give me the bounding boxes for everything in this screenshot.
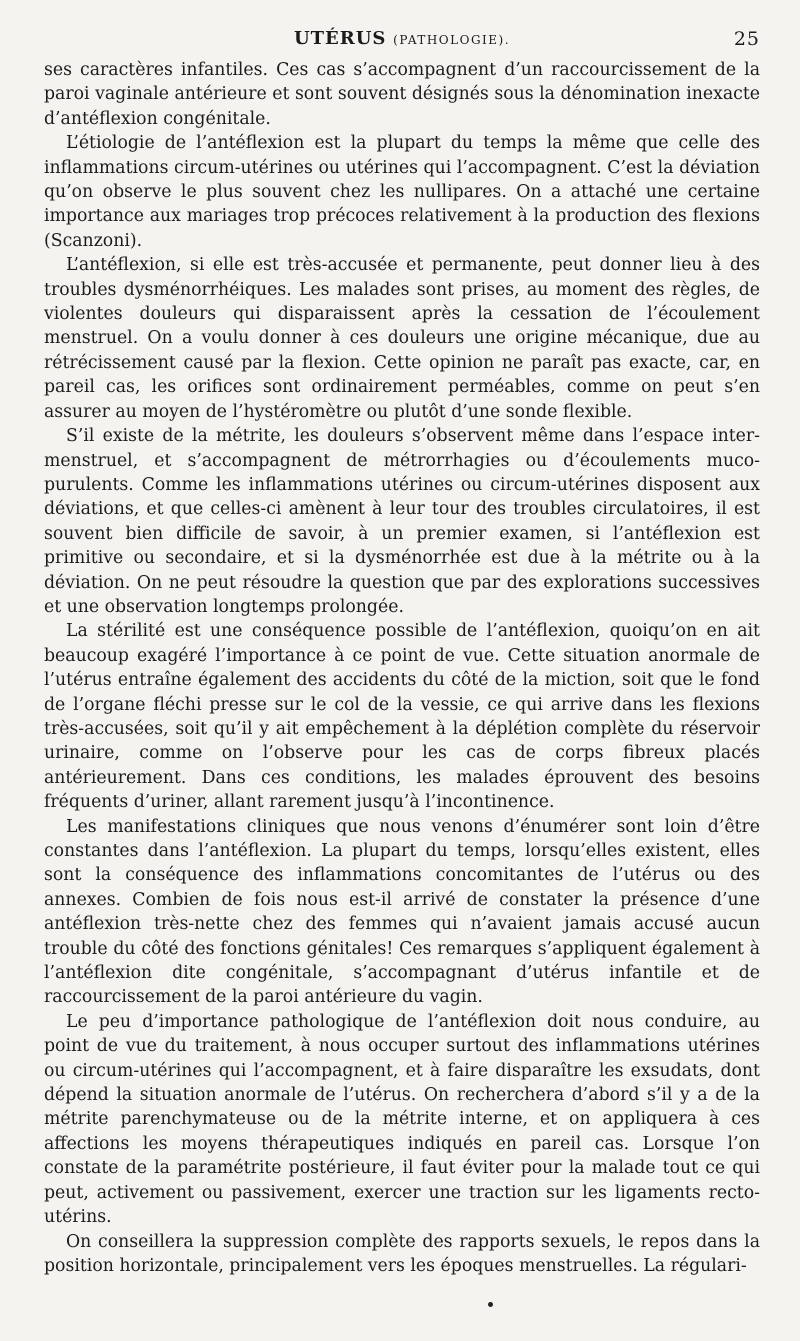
paragraph-clinical: Les manifestations cliniques que nous venons d’énumérer sont loin d’être constantes dans l’antéflexion. La plupart du temps, lorsqu’elles existent, elles sont la conséquence des inflammations concomitantes de l’utérus ou des annexes. Combien de fois nous est-il arrivé de constater la présence d’une antéflexion très-nette chez des femmes qui n’avaient jamais accusé aucun trouble du côté des fonctions génitales! Ces remarques s’appliquent également à l’antéflexion dite congénitale, s’accompagnant d’utérus infantile et de raccourcissement de la paroi antérieure du vagin. (44, 816, 760, 1008)
chapter-subtitle: (PATHOLOGIE). (393, 33, 511, 47)
paragraph-continued: ses caractères infantiles. Ces cas s’accompagnent d’un raccourcissement de la paroi vaginale antérieure et sont souvent désignés sous la dénomination inexacte d’antéflexion congénitale. (44, 60, 760, 129)
paragraph-sterility: La stérilité est une conséquence possible de l’antéflexion, quoiqu’on en ait beaucoup exagéré l’importance à ce point de vue. Cette situation anormale de l’utérus entraîne également des accidents du côté de la miction, soit que le fond de l’organe fléchi presse sur le col de la vessie, ce qui arrive dans les flexions très-accusées, soit qu’il y ait empêchement à la déplétion complète du réservoir urinaire, comme on l’observe pour les cas de corps fibreux placés antérieurement. Dans ces conditions, les malades éprouvent des besoins fréquents d’uriner, allant rarement jusqu’à l’incontinence. (44, 621, 760, 813)
paragraph-treatment: Le peu d’importance pathologique de l’antéflexion doit nous conduire, au point de vue du traitement, à nous occuper surtout des inflammations utérines ou circum-utérines qui l’accompagnent, et à faire disparaître les exsudats, dont dépend la situation anormale de l’utérus. On recherchera d’abord s’il y a de la métrite parenchymateuse ou de la métrite interne, et on appliquera à ces affections les moyens thérapeutiques indiqués en pareil cas. Lorsque l’on constate de la paramétrite postérieure, il faut éviter pour la malade tout ce qui peut, activement ou passivement, exercer une traction sur les ligaments recto-utérins. (44, 1011, 760, 1228)
running-head (44, 28, 760, 58)
paragraph-etiology: L’étiologie de l’antéflexion est la plupart du temps la même que celle des inflammations circum-utérines ou utérines qui l’accompagnent. C’est la déviation qu’on observe le plus souvent chez les nullipares. On a attaché une certaine importance aux mariages trop précoces relativement à la production des flexions (Scanzoni). (44, 133, 760, 251)
chapter-title: UTÉRUS (293, 28, 387, 49)
paragraph-metritis: S’il existe de la métrite, les douleurs s’observent même dans l’espace inter-menstruel, et s’accompagnent de métrorrhagies ou d’écoulements muco-purulents. Comme les inflammations utérines ou circum-utérines disposent aux déviations, et que celles-ci amènent à leur tour des troubles circulatoires, il est souvent bien difficile de savoir, à un premier examen, si l’antéflexion est primitive ou secondaire, et si la dysménorrhée est due à la métrite ou à la déviation. On ne peut résoudre la question que par des explorations successives et une observation longtemps prolongée. (44, 426, 760, 617)
page-number: 25 (733, 28, 760, 50)
paragraph-dysmenorrhea: L’antéflexion, si elle est très-accusée et permanente, peut donner lieu à des troubles dysménorrhéiques. Les malades sont prises, au moment des règles, de violentes douleurs qui disparaissent après la cessation de l’écoulement menstruel. On a voulu donner à ces douleurs une origine mécanique, due au rétrécissement causé par la flexion. Cette opinion ne paraît pas exacte, car, en pareil cas, les orifices sont ordinairement perméables, comme on peut s’en assurer au moyen de l’hystéromètre ou plutôt d’une sonde flexible. (44, 255, 760, 422)
body-text (44, 58, 760, 1278)
ink-dot (488, 1302, 493, 1307)
paragraph-advice: On conseillera la suppression complète des rapports sexuels, le repos dans la position horizontale, principalement vers les époques menstruelles. La régulari- (44, 1231, 760, 1276)
